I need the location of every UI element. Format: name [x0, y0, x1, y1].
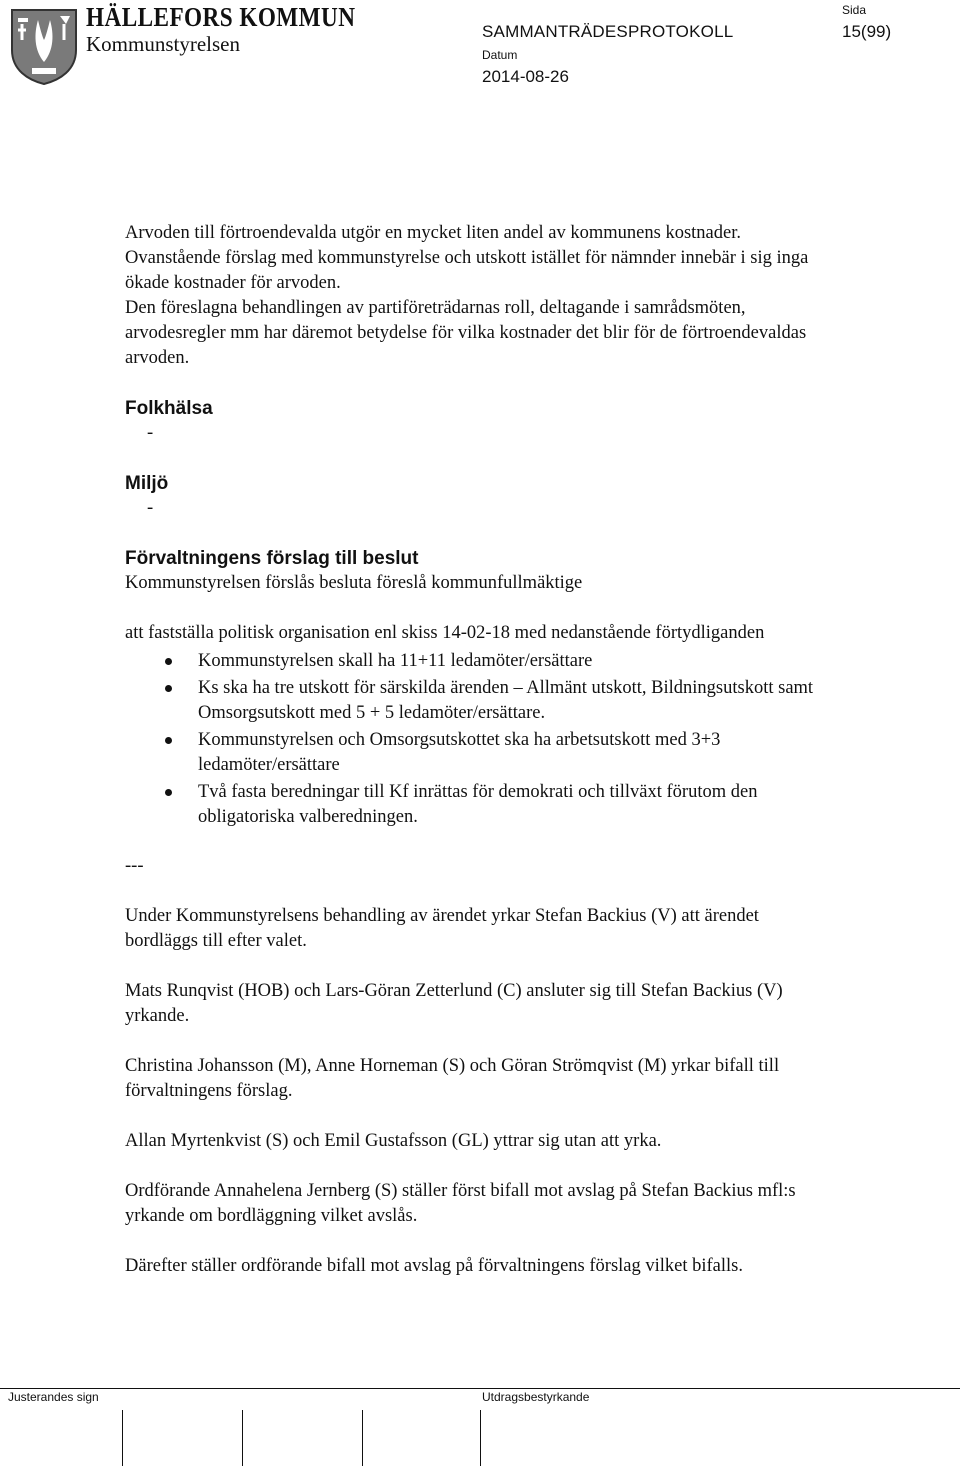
- signature-box-divider: [242, 1410, 243, 1466]
- document-body: [125, 221, 825, 1279]
- dash-folkhalsa: -: [147, 423, 154, 443]
- heading-folkhalsa: Folkhälsa: [125, 398, 213, 419]
- date-value: 2014-08-26: [482, 67, 569, 86]
- footer-justerandes-sign: Justerandes sign: [8, 1390, 99, 1404]
- signature-box-divider: [122, 1410, 123, 1466]
- list-item-text: Ks ska ha tre utskott för särskilda ärenden – Allmänt utskott, Bildningsutskott samt Omsorgsutskott med 5 + 5 ledamöter/ersättare.: [198, 678, 814, 723]
- paragraph-foreslagna: Den föreslagna behandlingen av partiföreträdarnas roll, deltagande i samrådsmöten, arvodesregler mm har däremot betydelse för vilka kostnader det blir för de förtroendevaldas arvoden.: [125, 298, 807, 368]
- list-item: [125, 676, 825, 726]
- dash-miljo: -: [147, 498, 154, 518]
- bullet-icon: [165, 737, 172, 744]
- heading-forvaltningens-forslag: Förvaltningens förslag till beslut: [125, 548, 419, 569]
- bullet-list: [125, 649, 825, 830]
- municipality-crest-logo: [8, 6, 80, 86]
- paragraph-ordforande: Ordförande Annahelena Jernberg (S) ställer först bifall mot avslag på Stefan Backius mfl:s yrkande om bordläggning vilket avslås.: [125, 1181, 796, 1226]
- paragraph-christina: Christina Johansson (M), Anne Horneman (S) och Göran Strömqvist (M) yrkar bifall till förvaltningens förslag.: [125, 1056, 780, 1101]
- list-item-text: Kommunstyrelsen skall ha 11+11 ledamöter/ersättare: [198, 651, 593, 671]
- paragraph-att: att fastställa politisk organisation enl skiss 14-02-18 med nedanstående förtydliganden: [125, 623, 765, 643]
- paragraph-forslag: Kommunstyrelsen förslås besluta föreslå kommunfullmäktige: [125, 573, 583, 593]
- organization-subtitle: Kommunstyrelsen: [86, 32, 240, 56]
- document-type: SAMMANTRÄDESPROTOKOLL: [482, 22, 734, 41]
- paragraph-ovanstaende: Ovanstående förslag med kommunstyrelse och utskott istället för nämnder innebär i sig inga ökade kostnader för arvoden.: [125, 248, 809, 293]
- organization-name: HÄLLEFORS KOMMUN: [86, 2, 356, 32]
- separator: ---: [125, 856, 144, 876]
- date-label: Datum: [482, 48, 518, 62]
- bullet-icon: [165, 685, 172, 692]
- paragraph-darefter: Därefter ställer ordförande bifall mot avslag på förvaltningens förslag vilket bifalls.: [125, 1256, 743, 1276]
- footer-divider: [0, 1388, 960, 1389]
- paragraph-allan: Allan Myrtenkvist (S) och Emil Gustafsson (GL) yttrar sig utan att yrka.: [125, 1131, 662, 1151]
- signature-box-divider: [362, 1410, 363, 1466]
- list-item: [125, 780, 825, 830]
- list-item: [125, 728, 825, 778]
- page-number: 15(99): [842, 22, 892, 41]
- page-label: Sida: [842, 3, 867, 17]
- paragraph-under: Under Kommunstyrelsens behandling av ärendet yrkar Stefan Backius (V) att ärendet bordläggs till efter valet.: [125, 906, 759, 951]
- paragraph-arvoden: Arvoden till förtroendevalda utgör en mycket liten andel av kommunens kostnader.: [125, 223, 741, 243]
- heading-miljo: Miljö: [125, 473, 169, 494]
- signature-box-divider: [480, 1410, 481, 1466]
- list-item: [125, 649, 825, 674]
- bullet-icon: [165, 658, 172, 665]
- bullet-icon: [165, 789, 172, 796]
- list-item-text: Kommunstyrelsen och Omsorgsutskottet ska ha arbetsutskott med 3+3 ledamöter/ersättare: [198, 730, 721, 775]
- footer-utdragsbestyrkande: Utdragsbestyrkande: [482, 1390, 590, 1404]
- paragraph-mats: Mats Runqvist (HOB) och Lars-Göran Zetterlund (C) ansluter sig till Stefan Backius (V) yrkande.: [125, 981, 783, 1026]
- list-item-text: Två fasta beredningar till Kf inrättas för demokrati och tillväxt förutom den obligatoriska valberedningen.: [198, 782, 758, 827]
